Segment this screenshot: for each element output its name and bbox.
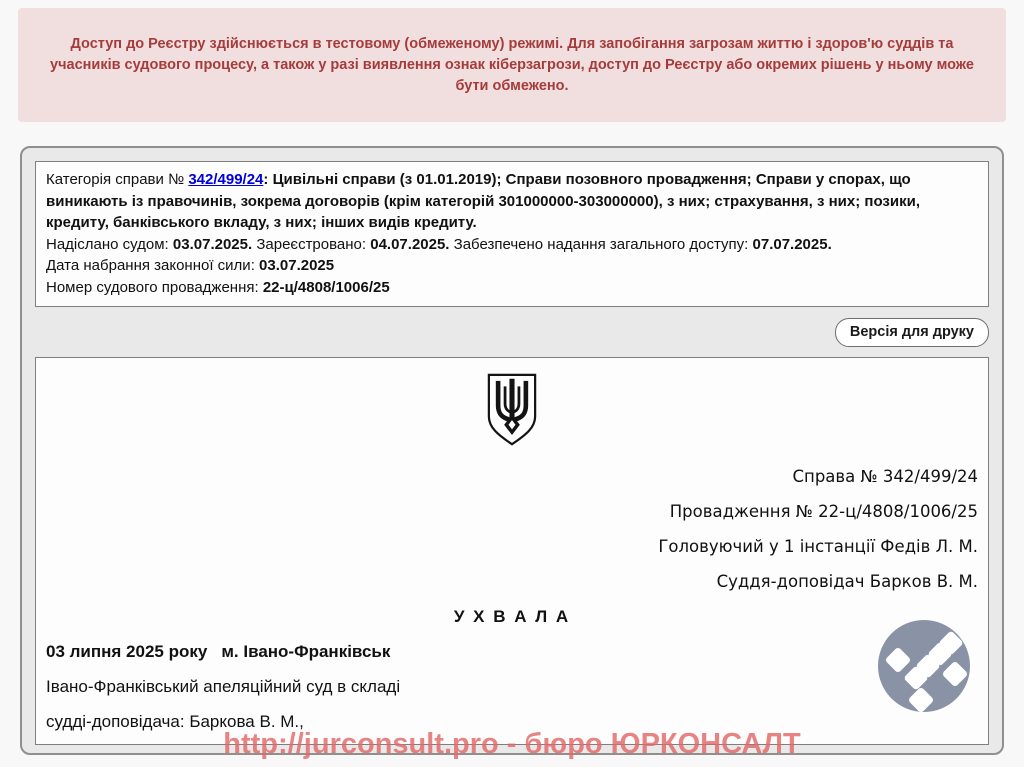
access-label: Забезпечено надання загального доступу: [449, 235, 753, 253]
registered-label: Зареєстровано: [252, 235, 371, 253]
dates-line [46, 234, 978, 256]
warning-text: Доступ до Реєстру здійснюється в тестовому (обмеженому) режимі. Для запобігання загрозам життю і здоров'ю суддів та учасників судового процесу, а також у разі виявлення ознак кіберзагрози, доступ до Реєстру або окремих рішень у ньому може бути обмежено. [50, 35, 974, 94]
category-label: Категорія справи № [46, 171, 189, 188]
judge-reporter-line: судді-доповідача: Баркова В. М., [46, 712, 304, 731]
case-info-box [35, 161, 989, 307]
access-date: 07.07.2025. [752, 235, 832, 253]
category-line [46, 169, 978, 234]
sent-label: Надіслано судом: [46, 235, 173, 253]
registered-date: 04.07.2025. [370, 235, 450, 253]
ukraine-trident-emblem-icon [484, 373, 540, 447]
sent-date: 03.07.2025. [172, 235, 253, 253]
proceeding-number: 22-ц/4808/1006/25 [262, 278, 390, 296]
proceeding-label: Номер судового провадження: [46, 278, 263, 296]
case-number-line: Справа № 342/499/24 [792, 467, 978, 486]
toolbar [35, 307, 989, 357]
case-number-link[interactable]: 342/499/24 [188, 171, 264, 188]
broken-image-icon [874, 616, 974, 716]
ruling-date-line [46, 642, 978, 661]
legal-force-line [46, 255, 978, 277]
legal-force-date: 03.07.2025 [259, 257, 335, 274]
proceeding-line: Провадження № 22-ц/4808/1006/25 [669, 502, 978, 521]
jurconsult-watermark: http://jurconsult.pro - бюро ЮРКОНСАЛТ [223, 728, 801, 760]
document-text-box [35, 357, 989, 745]
ruling-date: 03 липня 2025 року [46, 642, 208, 661]
ruling-place: м. Івано-Франківськ [221, 642, 391, 661]
print-version-button[interactable]: Версія для друку [835, 318, 989, 347]
decision-card [20, 146, 1004, 755]
court-composition-line: Івано-Франківський апеляційний суд в складі [46, 677, 401, 696]
reporter-judge-line: Суддя-доповідач Барков В. М. [716, 572, 978, 591]
category-description: : Цивільні справи (з 01.01.2019); Справи позовного провадження; Справи у спорах, що виникають із правочинів, зокрема договорів (крім категорій 301000000-303000000), з них; страхування, з них; позики, кредиту, банківського вкладу, з них; інших видів кредиту. [46, 171, 920, 231]
ruling-title: У Х В А Л А [453, 607, 571, 626]
proceeding-number-line [46, 277, 978, 299]
legal-force-label: Дата набрання законної сили: [46, 257, 260, 274]
test-mode-warning-banner [18, 8, 1006, 122]
presiding-judge-line: Головуючий у 1 інстанції Федів Л. М. [658, 537, 978, 556]
